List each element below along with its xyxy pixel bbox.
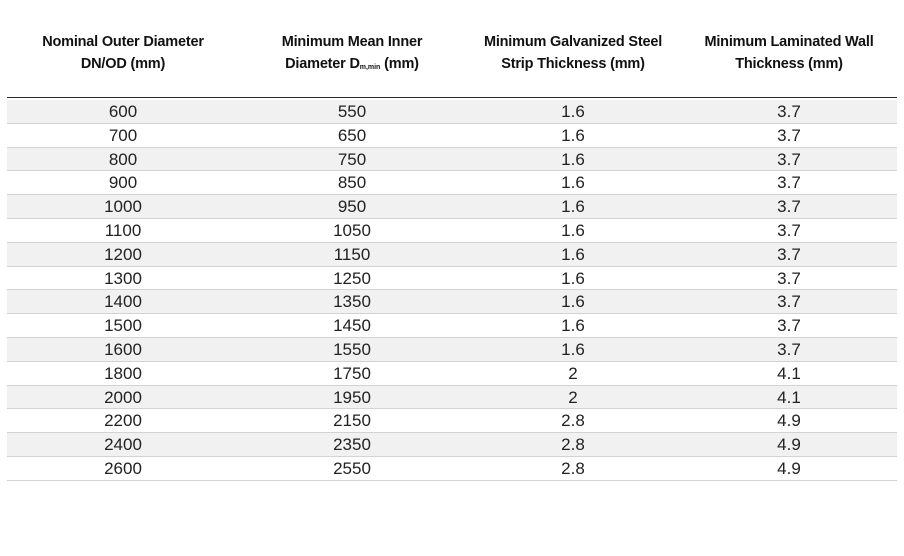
table-cell: 650: [337, 125, 367, 145]
table-cell: 3.7: [777, 125, 801, 145]
table-cell: 3.7: [777, 244, 801, 264]
table-cell: 1.6: [561, 102, 585, 121]
header-min-steel-strip-thickness: [465, 31, 681, 75]
table-cell: 3.7: [777, 268, 801, 288]
table-cell: 1.6: [561, 173, 585, 193]
table-cell: 1.6: [561, 149, 585, 169]
table-cell: 1500: [104, 316, 142, 336]
table-cell: 2000: [104, 387, 142, 407]
header-line: Minimum Laminated Wall: [704, 34, 874, 50]
pipe-spec-table: [7, 0, 897, 556]
table-cell: 1.6: [561, 339, 585, 359]
table-cell: 3.7: [777, 173, 801, 193]
table-cell: 1.6: [561, 125, 585, 145]
table-row: [7, 124, 897, 148]
table-cell: 600: [108, 102, 138, 121]
table-cell: 2150: [333, 411, 371, 431]
table-cell: 3.7: [777, 149, 801, 169]
table-cell: 3.7: [777, 292, 801, 312]
table-cell: 550: [337, 102, 367, 121]
table-cell: 4.9: [777, 435, 801, 455]
table-row: [7, 219, 897, 243]
table-row: [7, 267, 897, 291]
table-cell: 1000: [104, 197, 142, 217]
table-cell: 2400: [104, 435, 142, 455]
table-cell: 1250: [333, 268, 371, 288]
table-cell: 3.7: [777, 339, 801, 359]
table-cell: 1.6: [561, 316, 585, 336]
table-row: [7, 195, 897, 219]
table-cell: 1100: [104, 220, 142, 240]
table-cell: 1800: [104, 363, 142, 383]
header-line: Minimum Mean Inner: [281, 34, 423, 50]
table-row: [7, 243, 897, 267]
table-row: [7, 290, 897, 314]
table-cell: 900: [108, 173, 138, 193]
table-cell: 1.6: [561, 197, 585, 217]
table-cell: 2200: [104, 411, 142, 431]
table-cell: 4.9: [777, 458, 801, 478]
table-row: [7, 314, 897, 338]
table-cell: 950: [337, 197, 367, 217]
header-subscript: m,min: [359, 64, 381, 71]
table-cell: 1.6: [561, 268, 585, 288]
table-row: [7, 171, 897, 195]
header-line: Thickness (mm): [735, 56, 843, 72]
table-cell: 750: [337, 149, 367, 169]
table-header: [7, 0, 897, 98]
table-cell: 850: [337, 173, 367, 193]
table-cell: 3.7: [777, 220, 801, 240]
header-line: Nominal Outer Diameter: [42, 34, 204, 50]
table-cell: 1550: [333, 339, 371, 359]
table-cell: 1.6: [561, 220, 585, 240]
table-row: [7, 148, 897, 172]
table-cell: 3.7: [777, 102, 801, 121]
table-row: [7, 338, 897, 362]
table-cell: 3.7: [777, 316, 801, 336]
table-cell: 1.6: [561, 292, 585, 312]
header-nominal-outer-diameter: [7, 31, 239, 75]
header-line: Strip Thickness (mm): [501, 56, 645, 72]
table-cell: 700: [108, 125, 138, 145]
table-cell: 1750: [333, 363, 371, 383]
table-cell: 2600: [104, 458, 142, 478]
table-row: [7, 433, 897, 457]
table-cell: 1450: [333, 316, 371, 336]
table-cell: 1.6: [561, 244, 585, 264]
table-row: [7, 362, 897, 386]
header-line: Minimum Galvanized Steel: [483, 34, 663, 50]
header-min-mean-inner-diameter: [239, 31, 465, 79]
table-row: [7, 409, 897, 433]
table-row: [7, 386, 897, 410]
table-cell: 1050: [333, 220, 371, 240]
table-cell: 1600: [104, 339, 142, 359]
header-line: DN/OD (mm): [80, 56, 166, 72]
table-cell: 4.1: [777, 363, 801, 383]
table-cell: 4.9: [777, 411, 801, 431]
header-line-with-subscript: [239, 53, 465, 79]
table-cell: 1950: [333, 387, 371, 407]
table-cell: 1400: [104, 292, 142, 312]
table-cell: 1350: [333, 292, 371, 312]
table-cell: 2: [568, 387, 578, 407]
table-cell: 2.8: [561, 435, 585, 455]
table-cell: 800: [108, 149, 138, 169]
table-cell: 2.8: [561, 458, 585, 478]
table-cell: 1150: [333, 244, 371, 264]
table-cell: 4.1: [777, 387, 801, 407]
table-body: [7, 100, 897, 481]
table-cell: 2.8: [561, 411, 585, 431]
header-unit: (mm): [380, 56, 419, 72]
table-cell: 1300: [104, 268, 142, 288]
table-cell: 2350: [333, 435, 371, 455]
table-cell: 2550: [333, 458, 371, 478]
header-min-laminated-wall-thickness: [681, 31, 897, 75]
header-line-text: Diameter D: [285, 56, 360, 72]
table-cell: 3.7: [777, 197, 801, 217]
table-row: [7, 457, 897, 481]
table-cell: 2: [568, 363, 578, 383]
table-row: [7, 100, 897, 124]
table-cell: 1200: [104, 244, 142, 264]
